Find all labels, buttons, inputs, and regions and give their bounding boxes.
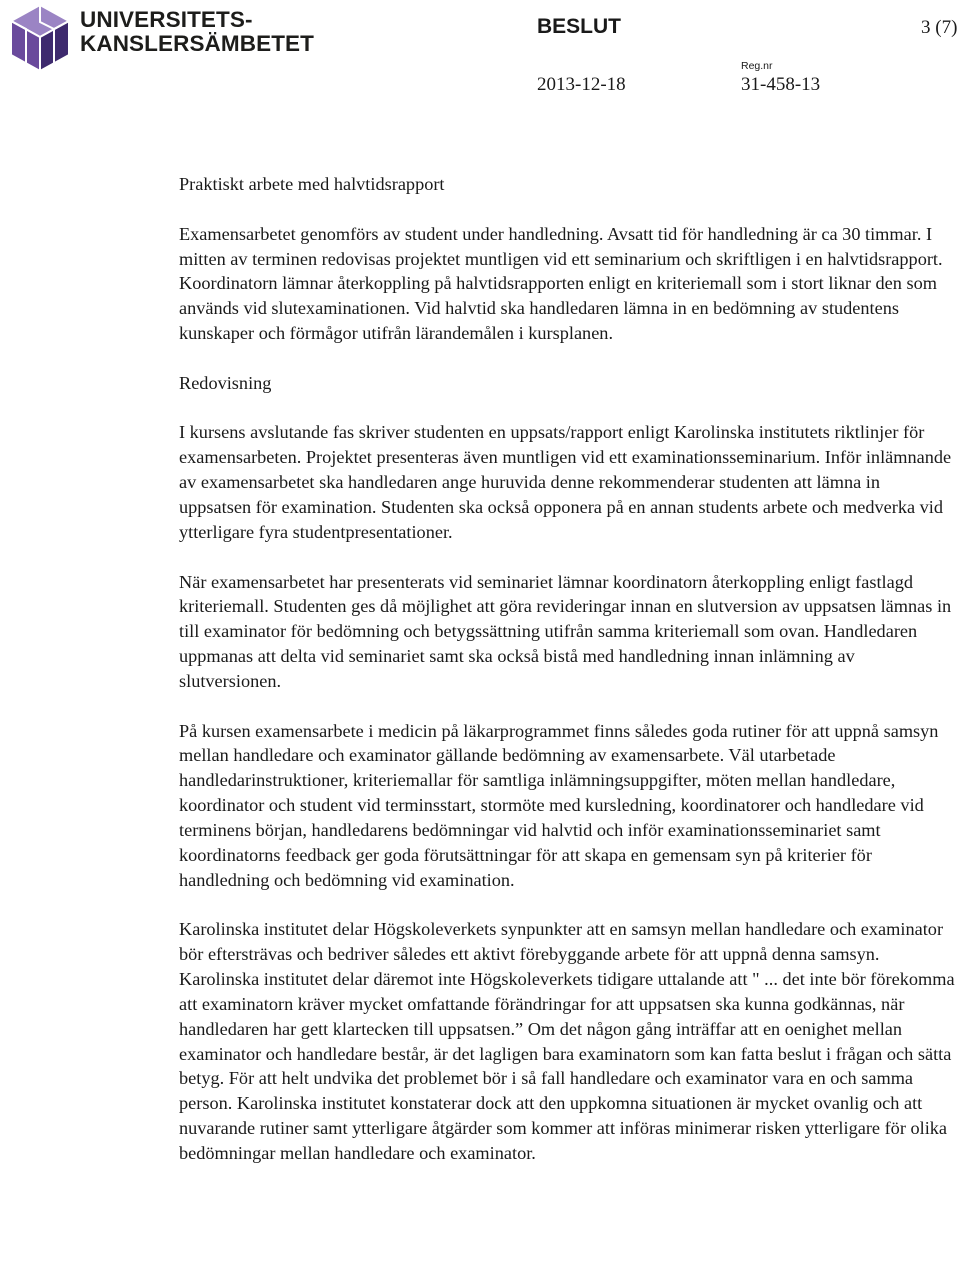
paragraph-aterkoppling: När examensarbetet har presenterats vid seminariet lämnar koordinatorn återkoppling enligt fastlagd kriteriemall. Studenten ges då möjlighet att göra revideringar innan en slutversion av uppsatsen lämnas in till examinator för bedömning och betygssättning utifrån samma kriteriemall som ovan. Handledaren uppmanas att delta vid seminariet samt ska också bistå med handledning innan inlämning av slutversionen. (179, 571, 952, 691)
paragraph-halvtid: Examensarbetet genomförs av student under handledning. Avsatt tid för handledning är ca 30 timmar. I mitten av terminen redovisas projektet muntligen vid ett seminarium och skriftligen i en halvtidsrapport. Koordinatorn lämnar återkoppling på halvtidsrapporten enligt en kriteriemall som i stort liknar den som används vid slutexaminationen. Vid halvtid ska handledaren lämna in en bedömning av studentens kunskaper och förmågor utifrån lärandemålen i kursplanen. (179, 223, 943, 344)
registration-number-label: Reg.nr (741, 60, 773, 72)
page-number: 3 (7) (921, 17, 958, 38)
paragraph-samsyn: Karolinska institutet delar Högskoleverkets synpunkter att en samsyn mellan handledare och examinator bör eftersträvas och bedriver således ett aktivt förebyggande arbete för att uppnå denna samsyn. Karolinska institutet delar däremot inte Högskoleverkets tidigare uttalande att " ... det inte bör förekomma att examinatorn kräver mycket omfattande förändringar for att uppsatsen ska kunna godkännas, när handledaren har gett klartecken till uppsatsen.” Om det någon gång inträffar att en oenighet mellan examinator och handledare består, är det lagligen bara examinatorn som kan fatta beslut i frågan och sätta betyg. För att helt undvika det problemet bör i så fall handledare och examinator vara en och samma person. Karolinska institutet konstaterar dock att den uppkomna situationen är mycket ovanlig och att nuvarande rutiner samt ytterligare åtgärder som kommer att införas minimerar risken ytterligare för olika bedömningar mellan handledare och examinator. (179, 919, 955, 1163)
section-heading-halvtidsrapport: Praktiskt arbete med halvtidsrapport (179, 174, 445, 194)
document-body (179, 172, 955, 1191)
universitetskanslersambetet-logo-icon (8, 2, 72, 74)
organization-name (80, 8, 314, 56)
paragraph-redovisning: I kursens avslutande fas skriver studenten en uppsats/rapport enligt Karolinska institutets riktlinjer för examensarbeten. Projektet presenteras även muntligen vid ett examinationsseminarium. Inför inlämnande av examensarbetet ska handledaren ange huruvida denne rekommenderar studenten att lämna in uppsatsen för examination. Studenten ska också opponera på en annan students arbete och medverka vid ytterligare fyra studentpresentationer. (179, 422, 952, 542)
organization-name-line2: KANSLERSÄMBETET (80, 31, 315, 56)
section-heading-redovisning: Redovisning (179, 372, 272, 393)
document-header (0, 0, 960, 110)
document-date: 2013-12-18 (537, 74, 626, 95)
paragraph-rutiner: På kursen examensarbete i medicin på läkarprogrammet finns således goda rutiner för att uppnå samsyn mellan handledare och examinator gällande bedömning av examensarbete. Väl utarbetade handledarinstruktioner, kriteriemallar för samtliga inlämningsuppgifter, möten mellan handledare, koordinator och student vid terminsstart, stormöte med kursledning, koordinatorer och handledare vid terminens början, handledarens bedömningar vid halvtid och inför examinationsseminariet samt koordinatorns feedback ger goda förutsättningar för att skapa en gemensam syn på kriterier för handledning och bedömning vid examination. (179, 720, 939, 890)
registration-number: 31-458-13 (741, 74, 821, 95)
document-type: BESLUT (537, 15, 621, 38)
organization-name-line1: UNIVERSITETS- (80, 7, 253, 32)
